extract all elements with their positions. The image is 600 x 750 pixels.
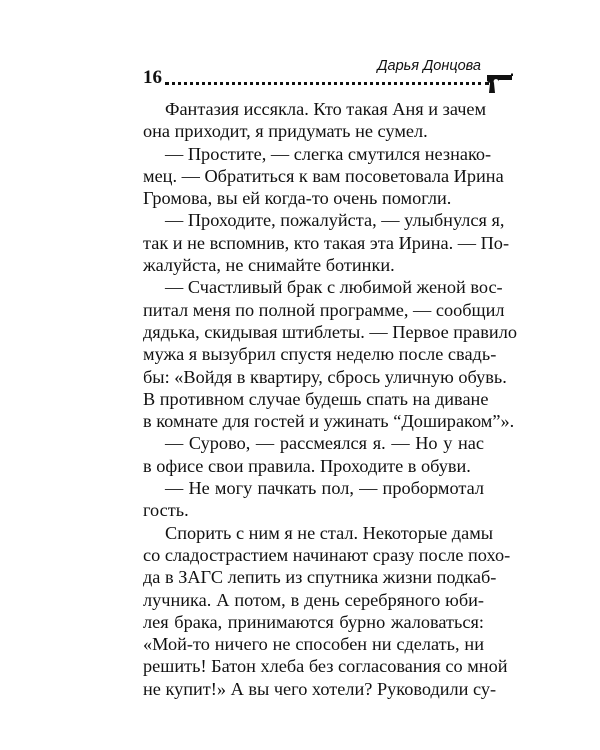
text-line: — Простите, — слегка смутился незнако- <box>165 143 492 164</box>
text-line: не купит!» А вы чего хотели? Руководили су- <box>143 678 497 699</box>
text-line: «Мой-то ничего не способен ни сделать, ни <box>143 634 484 655</box>
text-line: жалуйста, не снимайте ботинки. <box>143 255 395 276</box>
text-line: питал меня по полной программе, — сообщил <box>143 299 505 320</box>
text-line: мужа я вызубрил спустя неделю после свадь- <box>143 344 497 365</box>
revolver-icon <box>485 72 515 94</box>
text-line: гость. <box>143 500 189 521</box>
text-line: Громова, вы ей когда-то очень помогли. <box>143 188 452 209</box>
text-line: да в ЗАГС лепить из спутника жизни подкаб- <box>143 567 497 588</box>
text-line: — Не могу пачкать пол, — пробормотал <box>165 478 484 499</box>
text-line: так и не вспомнив, кто такая эта Ирина. — По- <box>143 232 510 253</box>
text-line: бы: «Войдя в квартиру, сбрось уличную обувь. <box>143 366 507 387</box>
text-line: Спорить с ним я не стал. Некоторые дамы <box>165 522 494 543</box>
page-number: 16 <box>143 67 162 88</box>
text-line: Фантазия иссякла. Кто такая Аня и зачем <box>165 99 487 119</box>
text-line: в офисе свои правила. Проходите в обуви. <box>143 455 471 476</box>
text-line: решить! Батон хлеба без согласования со мной <box>143 656 508 677</box>
text-line: лея брака, принимаются бурно жаловаться: <box>143 611 484 632</box>
text-line: лучника. А потом, в день серебряного юби- <box>143 589 484 610</box>
text-line: она приходит, я придумать не сумел. <box>143 121 428 142</box>
body-text <box>143 98 517 700</box>
dotted-leader <box>165 82 489 85</box>
text-line: в комнате для гостей и ужинать “Дошираком”». <box>143 411 515 432</box>
text-line: со сладострастием начинают сразу после похо- <box>143 544 511 565</box>
text-line: В противном случае будешь спать на диване <box>143 388 489 409</box>
running-author: Дарья Донцова <box>377 58 481 74</box>
running-header <box>143 56 515 96</box>
text-line: дядька, скидывая штиблеты. — Первое правило <box>143 321 517 342</box>
text-line: — Сурово, — рассмеялся я. — Но у нас <box>165 433 484 454</box>
text-line: мец. — Обратиться к вам посоветовала Ирина <box>143 165 504 186</box>
text-line: — Проходите, пожалуйста, — улыбнулся я, <box>165 210 505 231</box>
text-line: — Счастливый брак с любимой женой вос- <box>165 277 503 298</box>
